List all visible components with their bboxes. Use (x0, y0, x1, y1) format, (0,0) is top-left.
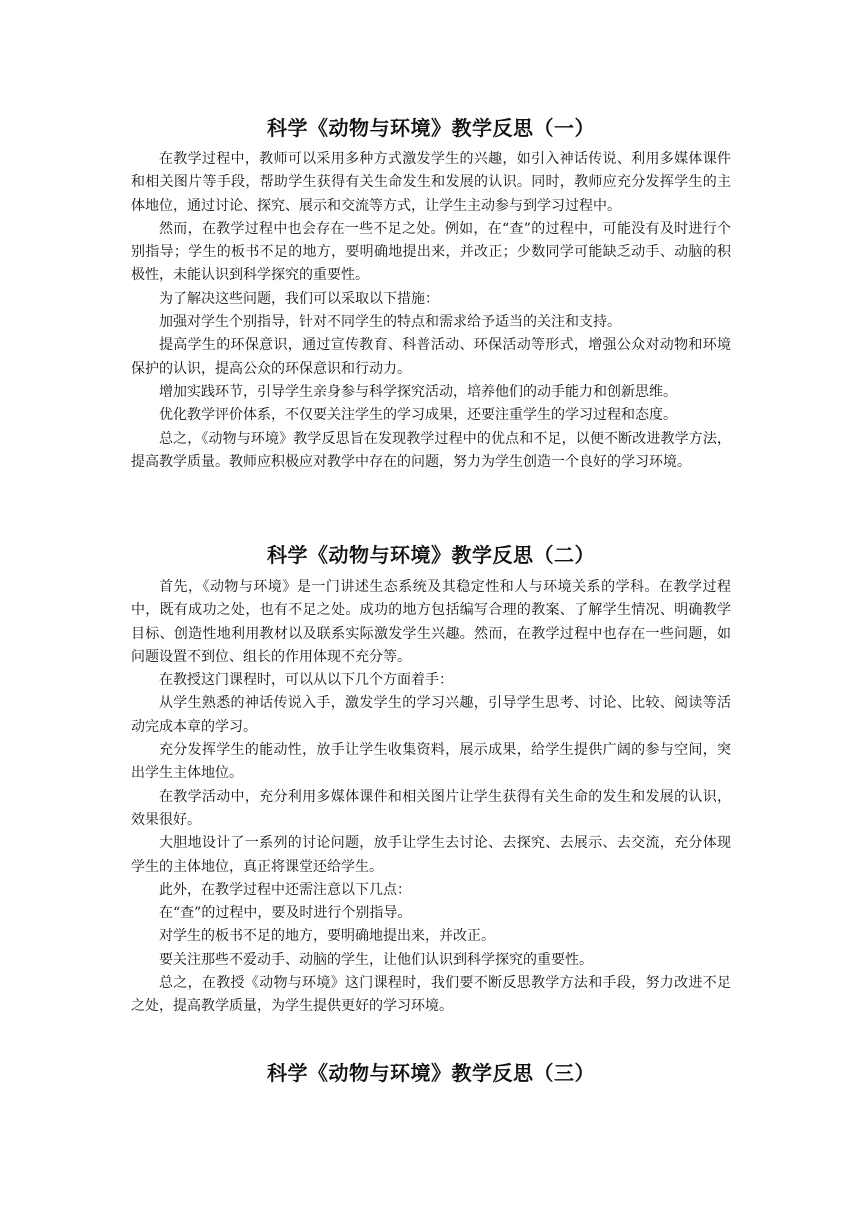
section-2-title: 科学《动物与环境》教学反思（二） (267, 543, 595, 567)
paragraph: 然而，在教学过程中也会存在一些不足之处。例如，在“查”的过程中，可能没有及时进行个别指导；学生的板书不足的地方，要明确地提出来，并改正；少数同学可能缺乏动手、动脑的积极性，未能认识到科学探究的重要性。 (131, 220, 731, 284)
section-2-body (131, 576, 731, 1019)
paragraph: 在教学过程中，教师可以采用多种方式激发学生的兴趣，如引入神话传说、利用多媒体课件和相关图片等手段，帮助学生获得有关生命发生和发展的认识。同时，教师应充分发挥学生的主体地位，通过讨论、探究、展示和交流等方式，让学生主动参与到学习过程中。 (131, 151, 731, 214)
paragraph: 增加实践环节，引导学生亲身参与科学探究活动，培养他们的动手能力和创新思维。 (159, 383, 677, 400)
paragraph: 充分发挥学生的能动性，放手让学生收集资料，展示成果，给学生提供广阔的参与空间，突出学生主体地位。 (131, 742, 731, 782)
paragraph: 加强对学生个别指导，针对不同学生的特点和需求给予适当的关注和支持。 (159, 314, 621, 331)
paragraph: 优化教学评价体系，不仅要关注学生的学习成果，还要注重学生的学习过程和态度。 (159, 407, 677, 424)
paragraph: 提高学生的环保意识，通过宣传教育、科普活动、环保活动等形式，增强公众对动物和环境保护的认识，提高公众的环保意识和行动力。 (131, 337, 731, 377)
paragraph: 在教学活动中，充分利用多媒体课件和相关图片让学生获得有关生命的发生和发展的认识，效果很好。 (131, 788, 731, 828)
paragraph: 在教授这门课程时，可以从以下几个方面着手： (159, 672, 453, 689)
paragraph: 从学生熟悉的神话传说入手，激发学生的学习兴趣，引导学生思考、讨论、比较、阅读等活动完成本章的学习。 (131, 695, 731, 735)
paragraph: 对学生的板书不足的地方，要明确地提出来，并改正。 (159, 928, 495, 945)
paragraph: 大胆地设计了一系列的讨论问题，放手让学生去讨论、去探究、去展示、去交流，充分体现学生的主体地位，真正将课堂还给学生。 (131, 835, 731, 875)
paragraph: 在“查”的过程中，要及时进行个别指导。 (159, 905, 412, 922)
section-3-title: 科学《动物与环境》教学反思（三） (267, 1061, 595, 1085)
paragraph: 为了解决这些问题，我们可以采取以下措施： (159, 290, 439, 307)
paragraph: 总之，《动物与环境》教学反思旨在发现教学过程中的优点和不足，以便不断改进教学方法，提高教学质量。教师应积极应对教学中存在的问题，努力为学生创造一个良好的学习环境。 (131, 430, 731, 470)
paragraph: 此外，在教学过程中还需注意以下几点： (159, 881, 411, 898)
paragraph: 要关注那些不爱动手、动脑的学生，让他们认识到科学探究的重要性。 (159, 951, 593, 968)
paragraph: 总之，在教授《动物与环境》这门课程时，我们要不断反思教学方法和手段，努力改进不足之处，提高教学质量，为学生提供更好的学习环境。 (131, 975, 731, 1015)
section-1-title: 科学《动物与环境》教学反思（一） (267, 116, 595, 140)
section-1-body (131, 148, 731, 474)
paragraph: 首先，《动物与环境》是一门讲述生态系统及其稳定性和人与环境关系的学科。在教学过程中，既有成功之处，也有不足之处。成功的地方包括编写合理的教案、了解学生情况、明确教学目标、创造性地利用教材以及联系实际激发学生兴趣。然而，在教学过程中也存在一些问题，如问题设置不到位、组长的作用体现不充分等。 (131, 579, 731, 665)
